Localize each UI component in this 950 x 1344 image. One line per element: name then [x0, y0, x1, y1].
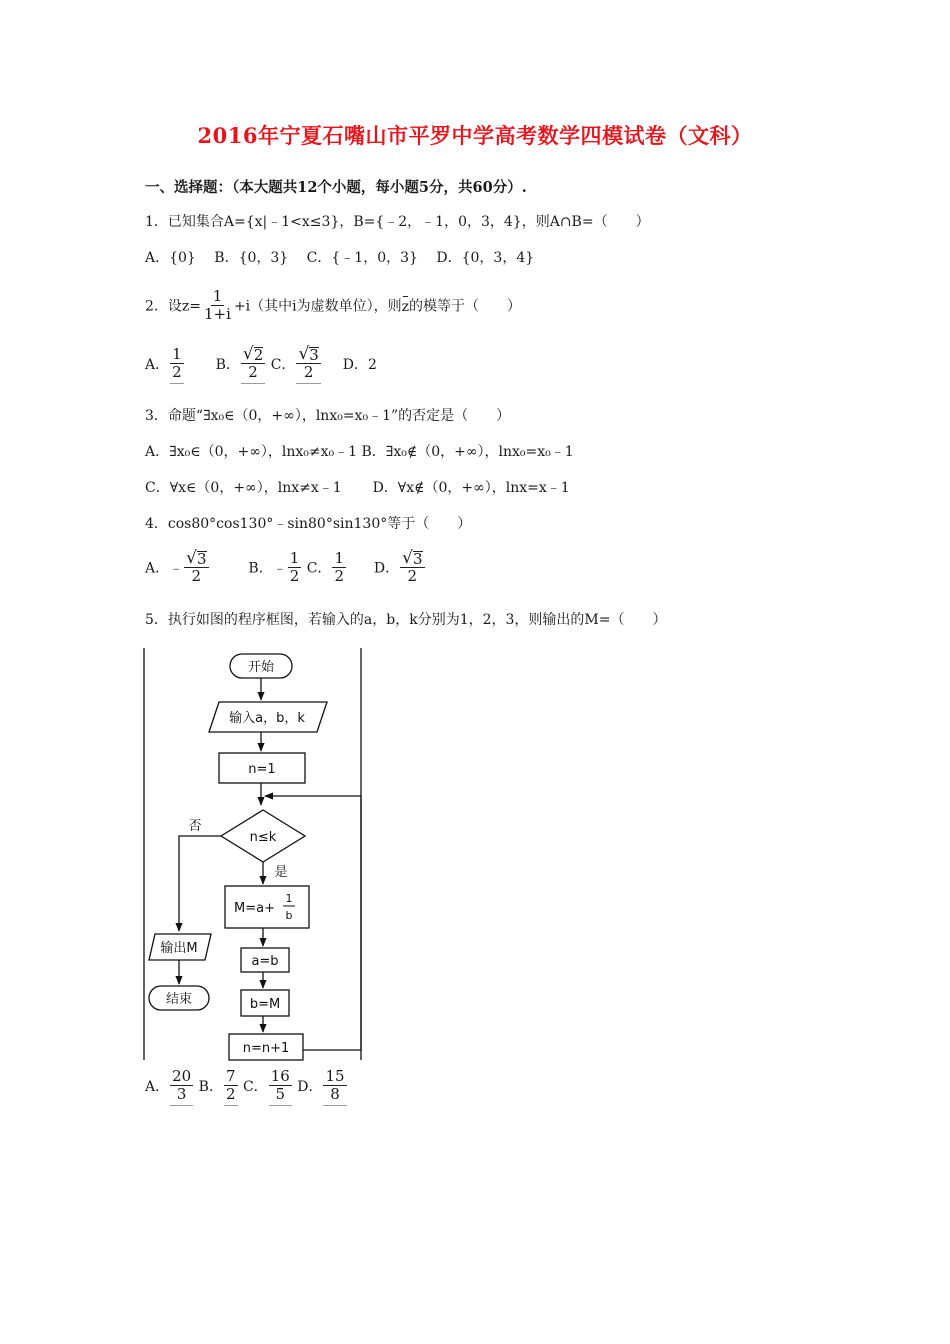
q4-option-c-frac [332, 550, 346, 587]
q5-stem: 5．执行如图的程序框图，若输入的a，b，k分别为1，2，3，则输出的M=（ ） [145, 612, 667, 628]
q5-a-den: 3 [176, 1085, 187, 1103]
q2-options [145, 346, 377, 384]
q1-stem: 1．已知集合A={x|﹣1<x≤3}，B={﹣2，﹣1，0，3，4}，则A∩B=（ ） [145, 214, 650, 230]
q4-option-c-label: C． [306, 560, 332, 577]
q4-c-den: 2 [334, 567, 344, 585]
q2-c-den: 2 [303, 363, 314, 381]
sqrt-icon: √ [242, 344, 254, 364]
q1-option-b: B．{0，3} [214, 250, 289, 266]
q2-frac-den: 1+i [204, 305, 231, 323]
q2-suffix: 的模等于（ ） [409, 298, 522, 315]
q5-option-b-frac [224, 1068, 238, 1106]
increment-label: n=n+1 [242, 1041, 290, 1056]
q5-c-den: 5 [275, 1085, 285, 1103]
q2-c-rad: 3 [309, 346, 319, 364]
q4-option-d-frac [400, 550, 424, 587]
q4-d-rad: 3 [412, 550, 423, 568]
q3-option-d: D．∀x∉（0，+∞），lnx=x﹣1 [372, 480, 570, 496]
q2-option-c-label: C． [270, 357, 296, 373]
q5-d-num: 15 [325, 1067, 345, 1085]
q4-c-num: 1 [334, 549, 344, 567]
assign-b-label: b=M [249, 997, 281, 1012]
assign-a-label: a=b [251, 954, 279, 969]
q4-a-rad: 3 [196, 550, 207, 568]
q4-b-den: 2 [289, 567, 300, 585]
start-label: 开始 [247, 660, 275, 675]
q3-options-cd [145, 478, 570, 498]
q4-stem: 4．cos80°cos130°﹣sin80°sin130°等于（ ） [145, 516, 472, 532]
q2-option-a-frac [170, 346, 184, 384]
sqrt-icon: √ [298, 344, 310, 364]
q2-a-den: 2 [172, 363, 182, 381]
sqrt-icon: √ [402, 548, 413, 568]
q4-option-b-label: B．﹣ [248, 560, 287, 577]
q3-stem: 3．命题“∃x₀∈（0，+∞），lnx₀=x₀﹣1”的否定是（ ） [145, 408, 511, 424]
assign-m-num: 1 [285, 892, 293, 905]
q1-option-a: A．{0} [145, 250, 196, 266]
q4-option-b-frac [288, 550, 302, 587]
q5-option-a-frac [170, 1068, 193, 1106]
input-label: 输入a，b，k [229, 711, 305, 726]
section-heading: 一、选择题：（本大题共12个小题，每小题5分，共60分）. [145, 179, 527, 196]
q2-option-d: D．2 [342, 357, 377, 373]
q5-d-den: 8 [330, 1085, 340, 1103]
q5-c-num: 16 [270, 1067, 290, 1085]
assign-m-prefix: M=a+ [234, 901, 275, 916]
q5-option-d-label: D． [297, 1079, 323, 1095]
q2-b-den: 2 [248, 363, 258, 381]
q5-option-d-frac [323, 1068, 346, 1106]
program-flowchart [143, 648, 365, 1064]
q1-option-c: C．{﹣1，0，3} [306, 250, 418, 266]
q2-option-a-label: A． [145, 357, 170, 373]
q2-option-b-label: B． [215, 357, 240, 373]
q2-b-rad: 2 [253, 346, 264, 364]
q4-option-a-label: A．﹣ [145, 560, 184, 577]
condition-label: n≤k [249, 830, 277, 845]
arrow-no-output [179, 836, 221, 931]
assign-m-den: b [285, 909, 293, 922]
q3-option-a: A．∃x₀∈（0，+∞），lnx₀≠x₀﹣1 [145, 444, 358, 460]
q1-option-d: D．{0，3，4} [436, 250, 535, 266]
q3-options-ab [145, 442, 574, 462]
q5-a-num: 20 [172, 1067, 192, 1085]
q1-options [145, 248, 548, 268]
q2-frac-num: 1 [212, 287, 223, 305]
q2-a-num: 1 [172, 345, 182, 363]
q5-option-b-label: B． [198, 1079, 223, 1095]
q4-d-den: 2 [407, 567, 418, 585]
end-label: 结束 [165, 992, 193, 1007]
output-label: 输出M [160, 941, 198, 956]
sqrt-icon: √ [186, 548, 197, 568]
q5-option-c-label: C． [242, 1079, 268, 1095]
q2-option-c-frac [296, 346, 320, 384]
q5-b-num: 7 [225, 1067, 236, 1085]
q2-option-b-frac [241, 346, 265, 384]
page-title: 2016年宁夏石嘴山市平罗中学高考数学四模试卷（文科） [197, 123, 753, 148]
q5-option-a-label: A． [145, 1079, 170, 1095]
q5-option-c-frac [269, 1068, 292, 1106]
q3-option-b: B．∃x₀∉（0，+∞），lnx₀=x₀﹣1 [361, 444, 574, 460]
q2-after-frac: +i（其中i为虚数单位），则 [233, 298, 402, 315]
q5-b-den: 2 [225, 1085, 236, 1103]
q5-options [145, 1068, 348, 1106]
no-label: 否 [188, 819, 202, 834]
q4-option-d-label: D． [373, 560, 400, 577]
q4-a-den: 2 [191, 567, 202, 585]
q2-z-conjugate: z [401, 298, 410, 315]
q2-fraction [202, 288, 233, 325]
yes-label: 是 [274, 865, 288, 880]
init-label: n=1 [248, 762, 276, 777]
q2-stem [145, 288, 521, 325]
q4-option-a-frac [184, 550, 208, 587]
q3-option-c: C．∀x∈（0，+∞），lnx≠x﹣1 [145, 480, 342, 496]
q4-b-num: 1 [289, 549, 300, 567]
q4-options [145, 550, 426, 587]
q2-prefix: 2．设z= [145, 298, 202, 315]
